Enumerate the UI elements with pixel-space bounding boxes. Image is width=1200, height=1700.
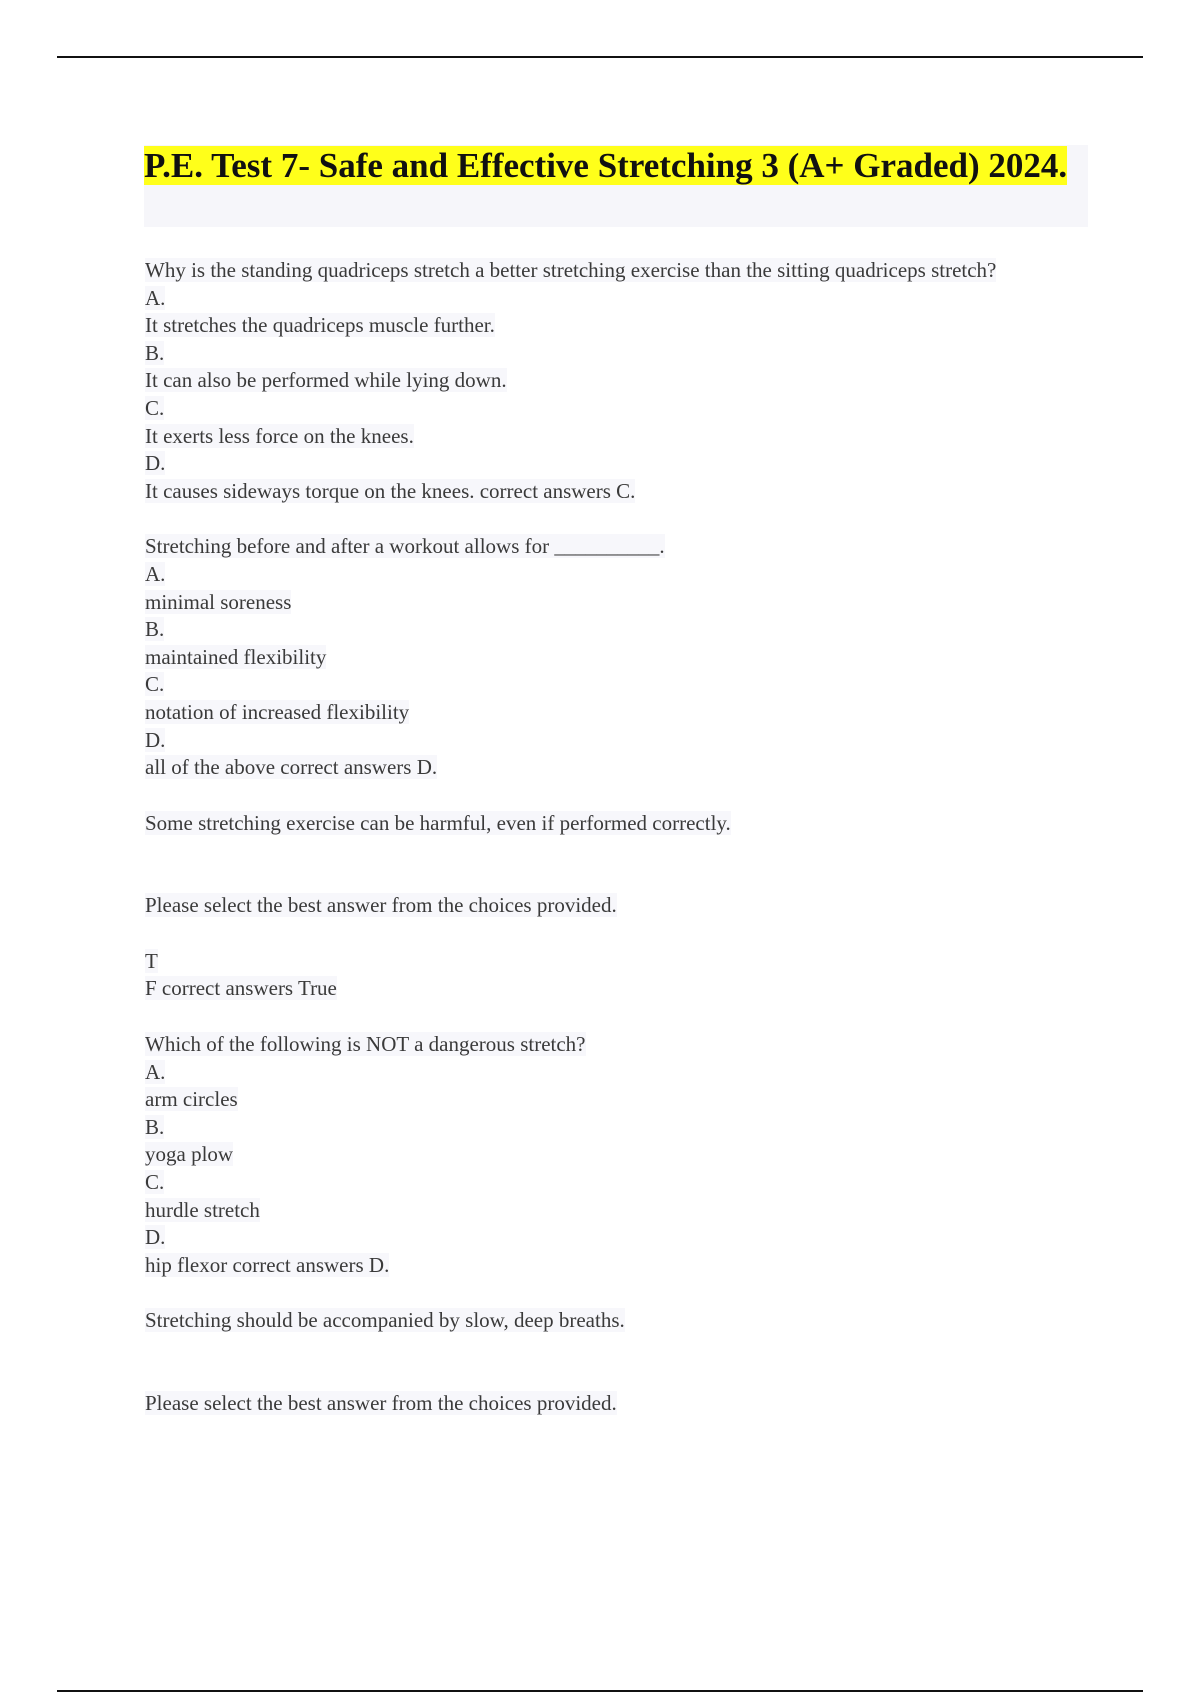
- option-text: It stretches the quadriceps muscle further.: [145, 313, 495, 338]
- question-list: [145, 257, 1065, 1418]
- spacer: [145, 920, 1065, 948]
- question-1: [145, 257, 1065, 505]
- option-label: D.: [145, 1225, 166, 1250]
- question-prompt: Stretching should be accompanied by slow, deep breaths.: [145, 1308, 625, 1333]
- question-instruction: Please select the best answer from the choices provided.: [145, 893, 617, 918]
- question-prompt: Some stretching exercise can be harmful, even if performed correctly.: [145, 810, 731, 835]
- page-title: P.E. Test 7- Safe and Effective Stretching 3 (A+ Graded) 2024.: [144, 146, 1068, 185]
- spacer: [145, 1279, 1065, 1307]
- option-text: minimal soreness: [145, 589, 292, 614]
- option-label: A.: [145, 1059, 166, 1084]
- option-text: notation of increased flexibility: [145, 699, 410, 724]
- option-text: maintained flexibility: [145, 644, 327, 669]
- option-text: arm circles: [145, 1087, 238, 1112]
- title-block: [144, 145, 1088, 227]
- question-prompt: Stretching before and after a workout allows for __________.: [145, 534, 665, 559]
- question-3: [145, 810, 1065, 1003]
- question-instruction: Please select the best answer from the choices provided.: [145, 1391, 617, 1415]
- spacer: [145, 782, 1065, 810]
- option-text-with-answer: It causes sideways torque on the knees. correct answers C.: [145, 478, 636, 503]
- option-label: C.: [145, 672, 165, 697]
- spacer: [145, 1003, 1065, 1031]
- option-text-with-answer: F correct answers True: [145, 976, 337, 1001]
- option-label: D.: [145, 727, 166, 752]
- bottom-rule: [57, 1690, 1143, 1692]
- question-2: [145, 533, 1065, 781]
- option-label: B.: [145, 1114, 165, 1139]
- option-text: It can also be performed while lying down.: [145, 368, 507, 393]
- question-prompt: Why is the standing quadriceps stretch a better stretching exercise than the sitting quadriceps stretch?: [145, 258, 997, 282]
- option-label: A.: [145, 561, 166, 586]
- question-prompt: Which of the following is NOT a dangerous stretch?: [145, 1032, 586, 1057]
- option-text: hurdle stretch: [145, 1197, 260, 1222]
- option-text: It exerts less force on the knees.: [145, 423, 414, 448]
- option-label: A.: [145, 285, 166, 310]
- option-label: C.: [145, 395, 165, 420]
- option-label: B.: [145, 340, 165, 365]
- option-label: B.: [145, 617, 165, 642]
- option-text-with-answer: all of the above correct answers D.: [145, 755, 438, 780]
- spacer: [145, 837, 1065, 892]
- option-label: D.: [145, 451, 166, 476]
- question-4: [145, 1031, 1065, 1279]
- option-text-with-answer: hip flexor correct answers D.: [145, 1252, 390, 1277]
- option-text: yoga plow: [145, 1142, 234, 1167]
- spacer: [145, 1335, 1065, 1390]
- option-label: T: [145, 948, 158, 973]
- option-label: C.: [145, 1170, 165, 1195]
- top-rule: [57, 56, 1143, 58]
- question-5: [145, 1307, 1065, 1417]
- spacer: [145, 505, 1065, 533]
